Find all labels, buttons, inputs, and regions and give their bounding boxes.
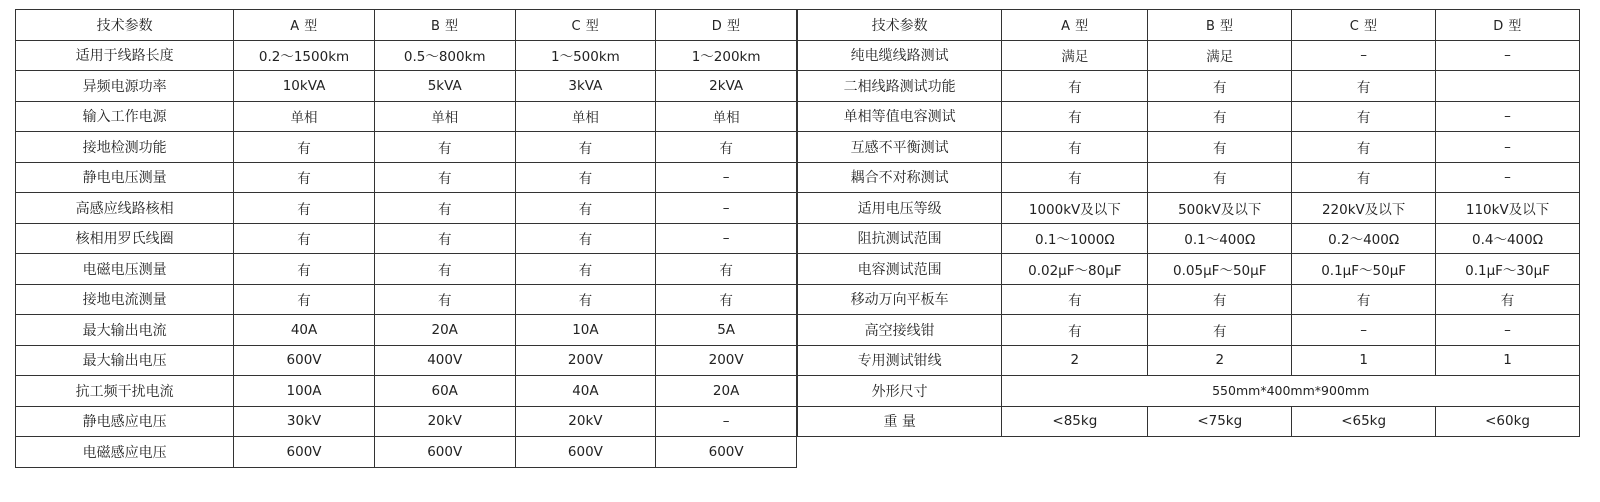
table-row bbox=[798, 223, 1580, 254]
param-name: 纯电缆线路测试 bbox=[798, 40, 1002, 71]
table-row bbox=[16, 40, 797, 71]
spec-value: 10A bbox=[515, 315, 656, 346]
spec-value: 有 bbox=[656, 284, 797, 315]
header-row bbox=[798, 10, 1580, 41]
spec-value: 3kVA bbox=[515, 71, 656, 102]
spec-value: 有 bbox=[1148, 315, 1292, 346]
spec-value: 有 bbox=[515, 132, 656, 163]
spec-value: 1～500km bbox=[515, 40, 656, 71]
table-row bbox=[798, 193, 1580, 224]
table-row bbox=[798, 40, 1580, 71]
spec-value: 有 bbox=[1292, 284, 1436, 315]
spec-value: – bbox=[656, 406, 797, 437]
spec-value: 有 bbox=[234, 223, 375, 254]
param-name: 接地电流测量 bbox=[16, 284, 234, 315]
param-name: 耦合不对称测试 bbox=[798, 162, 1002, 193]
param-name: 互感不平衡测试 bbox=[798, 132, 1002, 163]
param-name: 移动万向平板车 bbox=[798, 284, 1002, 315]
spec-value: 0.05μF～50μF bbox=[1148, 254, 1292, 285]
model-header: D 型 bbox=[656, 10, 797, 41]
spec-value: 0.4～400Ω bbox=[1436, 223, 1580, 254]
param-header: 技术参数 bbox=[798, 10, 1002, 41]
param-name: 重 量 bbox=[798, 406, 1002, 437]
spec-value bbox=[1436, 71, 1580, 102]
param-name: 二相线路测试功能 bbox=[798, 71, 1002, 102]
table-row bbox=[16, 101, 797, 132]
spec-value: – bbox=[1436, 101, 1580, 132]
param-name: 适用于线路长度 bbox=[16, 40, 234, 71]
spec-value: 20A bbox=[374, 315, 515, 346]
spec-value: 有 bbox=[374, 254, 515, 285]
spec-value: 400V bbox=[374, 345, 515, 376]
param-name: 高空接线钳 bbox=[798, 315, 1002, 346]
spec-value: 1 bbox=[1436, 345, 1580, 376]
table-row bbox=[16, 284, 797, 315]
spec-value: 有 bbox=[515, 193, 656, 224]
table-row bbox=[798, 71, 1580, 102]
spec-value: 220kV及以下 bbox=[1292, 193, 1436, 224]
table-row bbox=[16, 437, 797, 468]
spec-value: – bbox=[1436, 162, 1580, 193]
spec-value: 有 bbox=[234, 162, 375, 193]
spec-value: 600V bbox=[515, 437, 656, 468]
spec-value: 0.2～400Ω bbox=[1292, 223, 1436, 254]
spec-value: 200V bbox=[515, 345, 656, 376]
param-name: 抗工频干扰电流 bbox=[16, 376, 234, 407]
spec-value: – bbox=[656, 193, 797, 224]
spec-value: 满足 bbox=[1148, 40, 1292, 71]
spec-value: 有 bbox=[1002, 162, 1148, 193]
spec-value: – bbox=[656, 223, 797, 254]
dimension-row bbox=[798, 376, 1580, 407]
spec-value: 有 bbox=[374, 284, 515, 315]
spec-value: 有 bbox=[234, 284, 375, 315]
param-name: 适用电压等级 bbox=[798, 193, 1002, 224]
spec-value: 有 bbox=[656, 132, 797, 163]
spec-value: 有 bbox=[1002, 71, 1148, 102]
spec-value: 0.1μF～30μF bbox=[1436, 254, 1580, 285]
param-name: 电磁电压测量 bbox=[16, 254, 234, 285]
spec-value: 0.5～800km bbox=[374, 40, 515, 71]
spec-value: 110kV及以下 bbox=[1436, 193, 1580, 224]
param-name: 专用测试钳线 bbox=[798, 345, 1002, 376]
table-row bbox=[798, 315, 1580, 346]
spec-value: 有 bbox=[515, 223, 656, 254]
spec-value: 有 bbox=[515, 254, 656, 285]
dimension-value: 550mm*400mm*900mm bbox=[1002, 376, 1580, 407]
spec-value: 有 bbox=[1148, 71, 1292, 102]
table-row bbox=[16, 406, 797, 437]
spec-value: – bbox=[1292, 315, 1436, 346]
spec-value: 满足 bbox=[1002, 40, 1148, 71]
spec-value: 600V bbox=[374, 437, 515, 468]
spec-value: 2 bbox=[1002, 345, 1148, 376]
spec-value: 有 bbox=[1002, 315, 1148, 346]
spec-value: 有 bbox=[234, 254, 375, 285]
spec-value: 有 bbox=[1292, 132, 1436, 163]
weight-value: <85kg bbox=[1002, 406, 1148, 437]
spec-value: 600V bbox=[234, 437, 375, 468]
spec-value: – bbox=[1436, 132, 1580, 163]
table-row bbox=[16, 315, 797, 346]
table-row bbox=[16, 223, 797, 254]
param-name: 电磁感应电压 bbox=[16, 437, 234, 468]
spec-value: 500kV及以下 bbox=[1148, 193, 1292, 224]
spec-value: 10kVA bbox=[234, 71, 375, 102]
table-row bbox=[798, 254, 1580, 285]
table-row bbox=[16, 376, 797, 407]
spec-value: 200V bbox=[656, 345, 797, 376]
param-name: 阻抗测试范围 bbox=[798, 223, 1002, 254]
table-row bbox=[16, 345, 797, 376]
spec-value: 20A bbox=[656, 376, 797, 407]
spec-value: 单相 bbox=[515, 101, 656, 132]
spec-value: 60A bbox=[374, 376, 515, 407]
spec-value: 有 bbox=[515, 284, 656, 315]
spec-value: 2 bbox=[1148, 345, 1292, 376]
model-header: C 型 bbox=[1292, 10, 1436, 41]
spec-value: 有 bbox=[1292, 101, 1436, 132]
header-row bbox=[16, 10, 797, 41]
spec-value: 有 bbox=[374, 193, 515, 224]
spec-value: 20kV bbox=[515, 406, 656, 437]
param-name: 核相用罗氏线圈 bbox=[16, 223, 234, 254]
spec-value: 1000kV及以下 bbox=[1002, 193, 1148, 224]
table-row bbox=[798, 132, 1580, 163]
weight-row bbox=[798, 406, 1580, 437]
table-row bbox=[798, 284, 1580, 315]
spec-value: 有 bbox=[1002, 101, 1148, 132]
spec-value: 有 bbox=[1002, 132, 1148, 163]
model-header: C 型 bbox=[515, 10, 656, 41]
model-header: A 型 bbox=[234, 10, 375, 41]
spec-value: 有 bbox=[234, 193, 375, 224]
spec-value: 单相 bbox=[374, 101, 515, 132]
spec-value: 1 bbox=[1292, 345, 1436, 376]
table-row bbox=[798, 345, 1580, 376]
spec-value: 有 bbox=[1002, 284, 1148, 315]
spec-value: 有 bbox=[515, 162, 656, 193]
spec-value: 有 bbox=[656, 254, 797, 285]
param-name: 高感应线路核相 bbox=[16, 193, 234, 224]
table-row bbox=[798, 101, 1580, 132]
spec-value: 30kV bbox=[234, 406, 375, 437]
table-row bbox=[798, 162, 1580, 193]
spec-value: 有 bbox=[1148, 132, 1292, 163]
spec-value: 40A bbox=[234, 315, 375, 346]
spec-value: 0.1～1000Ω bbox=[1002, 223, 1148, 254]
param-name: 静电电压测量 bbox=[16, 162, 234, 193]
spec-value: 100A bbox=[234, 376, 375, 407]
param-name: 接地检测功能 bbox=[16, 132, 234, 163]
table-row bbox=[16, 132, 797, 163]
table-row bbox=[16, 71, 797, 102]
spec-value: 有 bbox=[1148, 162, 1292, 193]
spec-value: 有 bbox=[374, 162, 515, 193]
spec-value: 有 bbox=[1292, 71, 1436, 102]
spec-value: 有 bbox=[1148, 284, 1292, 315]
spec-value: 5kVA bbox=[374, 71, 515, 102]
spec-value: – bbox=[1436, 40, 1580, 71]
param-name: 异频电源功率 bbox=[16, 71, 234, 102]
param-name: 静电感应电压 bbox=[16, 406, 234, 437]
spec-value: 有 bbox=[1292, 162, 1436, 193]
param-header: 技术参数 bbox=[16, 10, 234, 41]
table-row bbox=[16, 162, 797, 193]
model-header: B 型 bbox=[374, 10, 515, 41]
param-name: 最大输出电压 bbox=[16, 345, 234, 376]
spec-value: 有 bbox=[1436, 284, 1580, 315]
spec-value: 5A bbox=[656, 315, 797, 346]
table-row bbox=[16, 254, 797, 285]
spec-value: 有 bbox=[374, 223, 515, 254]
weight-value: <65kg bbox=[1292, 406, 1436, 437]
spec-value: 单相 bbox=[656, 101, 797, 132]
spec-value: 2kVA bbox=[656, 71, 797, 102]
spec-value: 600V bbox=[656, 437, 797, 468]
spec-value: 有 bbox=[374, 132, 515, 163]
spec-value: 20kV bbox=[374, 406, 515, 437]
spec-value: 有 bbox=[1148, 101, 1292, 132]
spec-value: 40A bbox=[515, 376, 656, 407]
left-spec-table bbox=[15, 9, 797, 468]
model-header: A 型 bbox=[1002, 10, 1148, 41]
spec-value: – bbox=[656, 162, 797, 193]
spec-value: 0.2～1500km bbox=[234, 40, 375, 71]
param-name: 电容测试范围 bbox=[798, 254, 1002, 285]
spec-value: 有 bbox=[234, 132, 375, 163]
param-name: 输入工作电源 bbox=[16, 101, 234, 132]
model-header: D 型 bbox=[1436, 10, 1580, 41]
spec-value: 0.1～400Ω bbox=[1148, 223, 1292, 254]
spec-value: 0.02μF～80μF bbox=[1002, 254, 1148, 285]
param-name: 最大输出电流 bbox=[16, 315, 234, 346]
param-name: 外形尺寸 bbox=[798, 376, 1002, 407]
spec-value: 600V bbox=[234, 345, 375, 376]
model-header: B 型 bbox=[1148, 10, 1292, 41]
weight-value: <60kg bbox=[1436, 406, 1580, 437]
weight-value: <75kg bbox=[1148, 406, 1292, 437]
spec-value: – bbox=[1292, 40, 1436, 71]
spec-value: 1～200km bbox=[656, 40, 797, 71]
spec-value: 单相 bbox=[234, 101, 375, 132]
right-spec-table bbox=[797, 9, 1580, 437]
table-row bbox=[16, 193, 797, 224]
spec-value: 0.1μF～50μF bbox=[1292, 254, 1436, 285]
param-name: 单相等值电容测试 bbox=[798, 101, 1002, 132]
spec-value: – bbox=[1436, 315, 1580, 346]
